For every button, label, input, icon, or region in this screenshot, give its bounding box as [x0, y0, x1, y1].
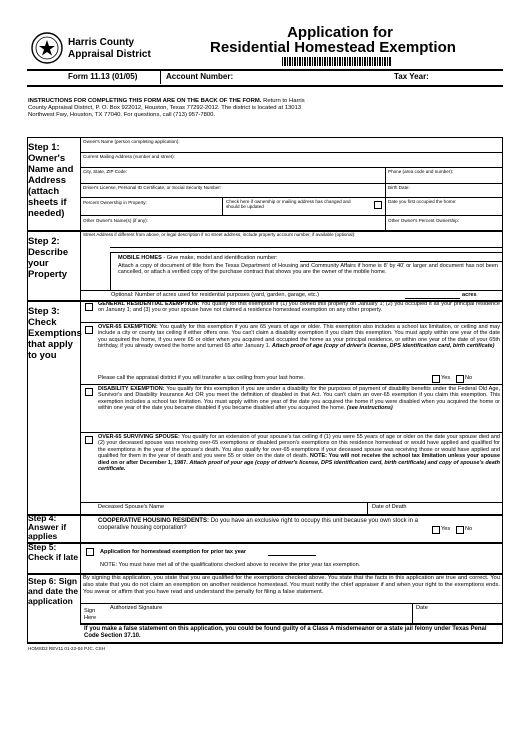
barcode — [282, 57, 392, 66]
ceiling-no-checkbox[interactable] — [456, 375, 464, 383]
ownership-changed-label: Check here if ownership or mailing address has changed and should be updated — [226, 199, 351, 210]
title-line2: Residential Homestead Exemption — [210, 39, 456, 56]
signature-statement: By signing this application, you state that you are qualified for the exemptions checked above. You state that the facts in this application are true and correct. You also state that you do not claim an exemption on another residence homestead. You must notify the chief appraiser if and when your right to the exemptions ends. You swear or affirm that you have read and understand the penalty for filing a false statement. — [83, 575, 500, 595]
coop-no-checkbox[interactable] — [456, 526, 464, 534]
mobile-homes-instruction: - Give make, model and identification number: — [161, 255, 278, 261]
surviving-spouse-note: NOTE: You will not receive the school tax limitation unless your spouse died on or after December 1, 1987. — [98, 453, 501, 466]
over65-attach-note: Attach proof of age (copy of driver's license, DPS identification card, birth certificate) — [271, 343, 495, 350]
mobile-homes-label — [118, 255, 278, 262]
over65-exemption-text — [98, 324, 500, 350]
coop-no-label: No — [465, 526, 473, 532]
footer-form-code: HOMSD2 REV11 01-22-04 PJC. CSH — [28, 646, 106, 651]
other-owners-label: Other Owner's Name(s) (if any): — [83, 218, 148, 223]
city-state-zip-label: City, State, ZIP Code: — [83, 169, 127, 174]
instructions — [28, 98, 306, 119]
late-application-label: Application for homestead exemption for prior tax year — [100, 549, 247, 555]
org-name-line2: Appraisal District — [68, 49, 151, 60]
authorized-signature-label: Authorized Signature — [110, 605, 163, 611]
late-application-note: NOTE: You must have met all of the qualifications checked above to receive the prior year tax exemption. — [100, 562, 361, 568]
step5-title: Step 5: Check if late — [28, 542, 79, 562]
step4-title: Step 4: Answer if applies — [28, 513, 67, 541]
seal-logo — [31, 32, 63, 64]
tax-year-label: Tax Year: — [394, 72, 429, 81]
over65-exemption-checkbox[interactable] — [85, 326, 93, 334]
ownership-changed-checkbox[interactable] — [374, 201, 382, 209]
ceiling-no-label: No — [465, 375, 473, 381]
form-number: Form 11.13 (01/05) — [68, 72, 138, 81]
general-exemption-title: GENERAL RESIDENTIAL EXEMPTION: — [98, 301, 200, 307]
surviving-spouse-title: OVER-65 SURVIVING SPOUSE: — [98, 434, 180, 440]
false-statement-warning: If you make a false statement on this application, you could be found guilty of a Class A misdemeanor or a state jail felony under Texas Penal Code Section 37.10. — [84, 626, 487, 640]
surviving-spouse-attach: Attach proof of your age (copy of driver's license, DPS identification card, birth certificate) and copy of spouse's death certificate. — [98, 459, 500, 473]
instructions-body: Return to Harris County Appraisal District, P. O. Box 922012, Houston, Texas 77292-2012. The district is located at 13013 Northwest Fwy, Houston, TX 77040. For questions, call (713) 957-7800. — [28, 98, 305, 118]
mailing-address-label: Current Mailing Address (number and street): — [83, 154, 175, 159]
deceased-spouse-name-label: Deceased Spouse's Name — [98, 504, 165, 510]
late-application-checkbox[interactable] — [86, 548, 94, 556]
date-of-death-label: Date of Death — [372, 504, 407, 510]
disability-exemption-text — [98, 386, 500, 412]
over65-exemption-body: You qualify for this exemption if you are 65 years of age or older. This exemption also includes a school tax limitation, or ceiling and may include a city or county tax ceiling if either offers one. You can't claim a disability exemption if you claim this exemption. You must apply within one year of the date you acquired the home, if you were 65 or older when you acquired and occupied the home as your principal residence, or within one year of the date of your 65th birthday, if you already owned the home and turned 65 after January 1. — [98, 324, 500, 350]
birth-date-label: Birth Date: — [388, 185, 410, 190]
account-number-label: Account Number: — [166, 72, 234, 81]
acres-unit: acres — [462, 292, 477, 298]
step3-title: Step 3: Check Exemptions that apply to you — [28, 306, 82, 361]
ceiling-yes-checkbox[interactable] — [432, 375, 440, 383]
surviving-spouse-text — [98, 434, 500, 472]
surviving-spouse-body: You qualify for an extension of your spouse's tax ceiling if (1) you were 55 years of age or older on the date your spouse died and (2) your deceased spouse was receiving over-65 exemptions or disabled person's exemptions on this residence homestead or would have applied and qualified for the exemptions in the year of the spouse's death. You also qualify for over-65 exemptions if your deceased spouse was receiving those or would have applied and qualified for them in the year of death and you were 55 or older on the date of death. — [98, 434, 500, 460]
other-owner-percent-label: Other Owner's Percent Ownership: — [388, 218, 460, 223]
cooperative-housing-body: Do you have an exclusive right to occupy this unit because you own stock in a cooperative housing corporation? — [98, 518, 418, 532]
coop-yes-checkbox[interactable] — [432, 526, 440, 534]
over65-exemption-title: OVER-65 EXEMPTION: — [98, 324, 158, 330]
general-exemption-text — [98, 301, 500, 314]
date-label: Date — [416, 605, 428, 611]
disability-exemption-title: DISABILITY EXEMPTION: — [98, 386, 165, 392]
coop-yes-label: Yes — [441, 526, 451, 532]
general-exemption-checkbox[interactable] — [85, 303, 93, 311]
disability-exemption-checkbox[interactable] — [85, 388, 93, 396]
instructions-heading: INSTRUCTIONS FOR COMPLETING THIS FORM ARE ON THE BACK OF THE FORM. — [28, 98, 262, 104]
general-exemption-body: You qualify for this exemption if (1) you owned this property on January 1; (2) you occupied it as your principal residence on January 1; and (3) you or your spouse have not claimed a residence homestead exemption on any other property. — [98, 301, 500, 314]
surviving-spouse-checkbox[interactable] — [85, 436, 93, 444]
mobile-homes-body: Attach a copy of document of title from the Texas Department of Housing and Community Affairs if home is 8' by 40' or larger and document has not been cancelled, or attach a verified copy of the purchase contract that shows you are the owner of the mobile home. — [118, 263, 498, 276]
step1-title: Step 1: Owner's Name and Address (attach sheets if needed) — [28, 142, 74, 219]
step6-title: Step 6: Sign and date the application — [28, 576, 79, 606]
signature-field[interactable] — [108, 611, 408, 622]
org-name-line1: Harris County — [68, 37, 135, 48]
cooperative-housing-text — [98, 518, 418, 532]
percent-ownership-label: Percent Ownership in Property: — [83, 200, 147, 205]
date-occupied-label: Date you first occupied the home: — [388, 199, 457, 204]
phone-label: Phone (area code and number): — [388, 169, 454, 174]
title-line1: Application for — [287, 24, 393, 41]
step2-title: Step 2: Describe your Property — [28, 236, 69, 280]
cooperative-housing-title: COOPERATIVE HOUSING RESIDENTS: — [98, 518, 209, 524]
tax-ceiling-transfer-label: Please call the appraisal district if you will transfer a tax ceiling from your last home. — [98, 375, 305, 381]
disability-exemption-body: You qualify for this exemption if you are under a disability for the purposes of payment of disability benefits under the Federal Old Age, Survivor's and Disability Insurance Act OR you meet the definition of disabled in that Act. You can't claim an over-65 exemption if you claim this exemption. This exemption includes a school tax limitation. You must apply within one year of the date you acquired the home if you were disabled when you acquired the home or within one year of the date you became disabled if you became disabled after you acquired the home. — [98, 386, 500, 412]
license-label: Driver's License, Personal ID Certificate, or Social Security Number: — [83, 185, 222, 190]
ceiling-yes-label: Yes — [441, 375, 451, 381]
street-address-label: Street Address if different from above, or legal description if no street address, include property account number, if available (optional): — [83, 232, 356, 237]
sign-here-label: Sign Here — [84, 608, 97, 621]
optional-acres-label: Optional: Number of acres used for residential purposes (yard, garden, garage, etc.) — [111, 292, 320, 298]
owner-name-label: Owner's Name (person completing application): — [83, 139, 180, 144]
disability-see-instructions: (see instructions) — [346, 405, 393, 412]
mobile-homes-heading: MOBILE HOMES — [118, 255, 162, 261]
